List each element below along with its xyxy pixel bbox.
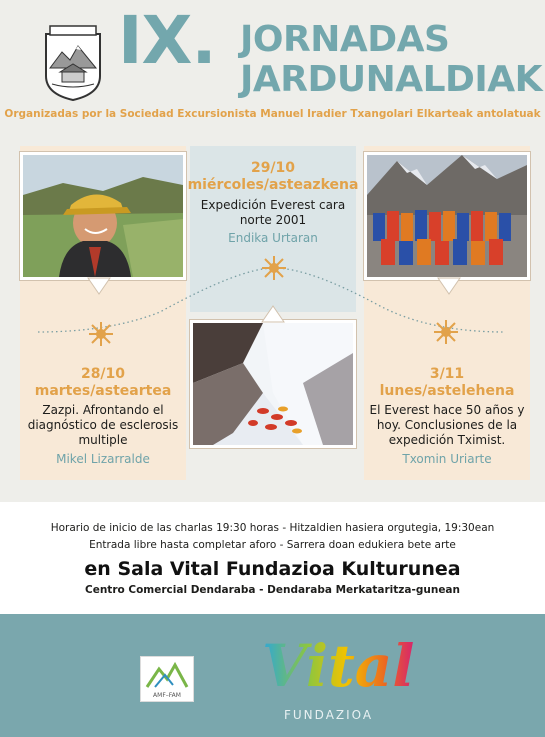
photo-pointer-left [88,278,110,296]
title-line-2: JARDUNALDIAK [240,59,543,100]
info-band [0,502,545,614]
talk-day-left: martes/asteartea [34,383,172,399]
photo-everest-camp [190,320,356,448]
sun-star-icon [87,320,115,348]
photo-pointer-center [262,306,284,324]
photo-expedition-group [364,152,530,280]
entry-text: Entrada libre hasta completar aforo - Sarrera doan edukiera bete arte [89,539,456,551]
organizer-subtitle: Organizadas por la Sociedad Excursionista Manuel Iradier Txangolari Elkarteak antolatuak [4,108,541,120]
vital-wordmark: Vital [262,632,415,700]
schedule-text: Horario de inicio de las charlas 19:30 horas - Hitzaldien hasiera orgutegia, 19:30ean [50,522,495,534]
talk-date-right: 3/11 [429,366,465,382]
talk-day-center: miércoles/asteazkena [187,177,359,193]
venue-address: Centro Comercial Dendaraba - Dendaraba Merkataritza-gunean [85,584,460,596]
talk-speaker-left: Mikel Lizarralde [56,452,150,466]
venue-title: en Sala Vital Fundazioa Kulturunea [84,558,461,580]
talk-date-center: 29/10 [250,160,296,176]
talk-title-left: Zazpi. Afrontando el diagnóstico de esclerosis multiple [27,403,179,447]
vital-logo [258,628,415,700]
photo-pointer-right [438,278,460,296]
sun-star-icon [260,254,288,282]
club-logo [42,24,104,102]
talk-title-center: Expedición Everest cara norte 2001 [200,198,346,227]
talk-title-right: El Everest hace 50 años y hoy. Conclusiones de la expedición Tximist. [369,403,525,447]
edition-number: IX. [118,2,216,79]
talk-speaker-center: Endika Urtaran [228,231,318,245]
talk-speaker-right: Txomin Uriarte [402,452,492,466]
photo-speaker-left [20,152,186,280]
federation-logo-text: AMF–FAM [153,692,181,699]
federation-logo [140,656,194,702]
talk-date-left: 28/10 [80,366,126,382]
title-line-1: JORNADAS [240,19,450,60]
talk-day-right: lunes/astelehena [379,383,515,399]
sun-star-icon [432,318,460,346]
sponsor-footer [0,614,545,737]
fundazioa-label: FUNDAZIOA [284,708,374,722]
